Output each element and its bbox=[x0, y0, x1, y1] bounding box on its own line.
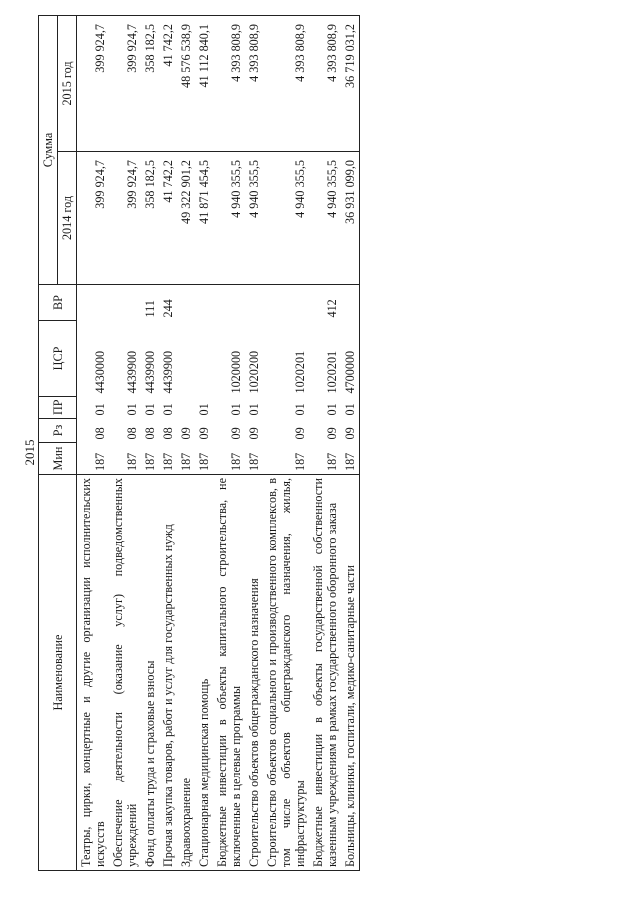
row-sum-2014: 4 940 355,5 bbox=[263, 152, 309, 285]
row-csr bbox=[195, 321, 213, 397]
row-sum-2015: 4 393 808,9 bbox=[213, 15, 245, 151]
row-min: 187 bbox=[293, 452, 307, 471]
row-min: 187 bbox=[179, 452, 193, 471]
row-csr: 1020000 bbox=[229, 350, 243, 394]
row-min: 187 bbox=[125, 452, 139, 471]
row-vr bbox=[341, 285, 360, 321]
row-min: 187 bbox=[325, 452, 339, 471]
row-csr: 4700000 bbox=[341, 321, 360, 397]
row-sum-2015: 399 924,7 bbox=[109, 15, 141, 151]
table-row bbox=[195, 15, 213, 870]
table-row bbox=[177, 15, 195, 870]
table-row bbox=[213, 15, 245, 870]
row-pr: 01 bbox=[247, 403, 261, 416]
header-name: Наименование bbox=[39, 475, 77, 871]
row-pr bbox=[177, 397, 195, 419]
row-rz: 09 bbox=[229, 427, 243, 440]
row-vr bbox=[213, 285, 245, 321]
row-min: 187 bbox=[161, 452, 175, 471]
header-csr: ЦСР bbox=[39, 321, 77, 397]
table-row bbox=[309, 15, 341, 870]
row-min: 187 bbox=[93, 452, 107, 471]
row-name: Фонд оплаты труда и страховые взносы bbox=[141, 475, 159, 871]
row-sum-2014: 399 924,7 bbox=[77, 152, 110, 285]
row-vr bbox=[109, 285, 141, 321]
table-row bbox=[109, 15, 141, 870]
row-name: Больницы, клиники, госпитали, медико-санитарные части bbox=[341, 475, 360, 871]
table-row bbox=[263, 15, 309, 870]
row-csr: 4439900 bbox=[161, 350, 175, 394]
table-row bbox=[141, 15, 159, 870]
row-vr: 244 bbox=[159, 285, 177, 321]
row-csr: 4439900 bbox=[143, 350, 157, 394]
row-sum-2014: 399 924,7 bbox=[109, 152, 141, 285]
row-sum-2014: 36 931 099,0 bbox=[341, 152, 360, 285]
row-pr: 01 bbox=[197, 403, 211, 416]
row-pr: 01 bbox=[341, 397, 360, 419]
row-rz: 08 bbox=[125, 427, 139, 440]
row-name: Прочая закупка товаров, работ и услуг для государственных нужд bbox=[159, 475, 177, 871]
row-name: Строительство объектов социального и производственного комплексов, в том числе объектов общегражданского назначения, жилья, инфраструктуры bbox=[263, 475, 309, 871]
header-pr: ПР bbox=[39, 397, 77, 419]
table-row bbox=[159, 15, 177, 870]
row-vr bbox=[177, 285, 195, 321]
row-sum-2014: 4 940 355,5 bbox=[309, 152, 341, 285]
row-sum-2014: 41 742,2 bbox=[159, 152, 177, 285]
row-rz: 09 bbox=[293, 427, 307, 440]
row-pr: 01 bbox=[229, 403, 243, 416]
row-csr: 4430000 bbox=[93, 350, 107, 394]
page-number: 2015 bbox=[22, 439, 37, 466]
row-rz: 08 bbox=[161, 427, 175, 440]
row-sum-2015: 4 393 808,9 bbox=[309, 15, 341, 151]
header-vr: ВР bbox=[39, 285, 77, 321]
row-sum-2014: 41 871 454,5 bbox=[195, 152, 213, 285]
header-min: Мин bbox=[39, 443, 77, 475]
row-pr: 01 bbox=[293, 403, 307, 416]
row-pr: 01 bbox=[93, 403, 107, 416]
row-vr bbox=[195, 285, 213, 321]
row-csr: 4439900 bbox=[125, 350, 139, 394]
row-sum-2015: 358 182,5 bbox=[141, 15, 159, 151]
budget-table bbox=[38, 15, 360, 871]
row-sum-2015: 36 719 031,2 bbox=[341, 15, 360, 151]
row-sum-2015: 4 393 808,9 bbox=[263, 15, 309, 151]
row-csr: 1020201 bbox=[293, 350, 307, 394]
row-rz: 08 bbox=[93, 427, 107, 440]
row-vr bbox=[77, 285, 110, 321]
row-csr bbox=[177, 321, 195, 397]
row-name: Бюджетные инвестиции в объекты государственной собственности казенным учреждениям в рамках государственного оборонного заказа bbox=[309, 475, 341, 871]
row-rz: 09 bbox=[341, 419, 360, 443]
row-sum-2015: 4 393 808,9 bbox=[245, 15, 263, 151]
table-row bbox=[341, 15, 360, 870]
row-name: Стационарная медицинская помощь bbox=[195, 475, 213, 871]
row-name: Строительство объектов общегражданского назначения bbox=[245, 475, 263, 871]
table-body bbox=[77, 15, 360, 870]
row-sum-2014: 49 322 901,2 bbox=[177, 152, 195, 285]
row-csr: 1020201 bbox=[325, 350, 339, 394]
header-year-2015: 2015 год bbox=[58, 15, 77, 151]
row-rz: 09 bbox=[197, 427, 211, 440]
row-min: 187 bbox=[229, 452, 243, 471]
row-name: Здравоохранение bbox=[177, 475, 195, 871]
row-rz: 08 bbox=[143, 427, 157, 440]
row-vr: 111 bbox=[141, 285, 159, 321]
table-row bbox=[77, 15, 110, 870]
row-vr: 412 bbox=[309, 285, 341, 321]
row-sum-2015: 399 924,7 bbox=[77, 15, 110, 151]
row-sum-2014: 4 940 355,5 bbox=[245, 152, 263, 285]
row-pr: 01 bbox=[143, 403, 157, 416]
row-sum-2015: 48 576 538,9 bbox=[177, 15, 195, 151]
header-year-2014: 2014 год bbox=[58, 152, 77, 285]
row-min: 187 bbox=[341, 443, 360, 475]
row-vr bbox=[263, 285, 309, 321]
table-row bbox=[245, 15, 263, 870]
row-pr: 01 bbox=[161, 403, 175, 416]
row-name: Театры, цирки, концертные и другие организации исполнительских искусств bbox=[77, 475, 110, 871]
row-min: 187 bbox=[247, 452, 261, 471]
row-sum-2015: 41 742,2 bbox=[159, 15, 177, 151]
row-min: 187 bbox=[143, 452, 157, 471]
row-sum-2015: 41 112 840,1 bbox=[195, 15, 213, 151]
row-csr: 1020200 bbox=[247, 350, 261, 394]
row-sum-2014: 4 940 355,5 bbox=[213, 152, 245, 285]
row-rz: 09 bbox=[325, 427, 339, 440]
header-rz: Рз bbox=[39, 419, 77, 443]
row-pr: 01 bbox=[125, 403, 139, 416]
row-name: Бюджетные инвестиции в объекты капитального строительства, не включенные в целевые программы bbox=[213, 475, 245, 871]
header-sum: Сумма bbox=[39, 15, 58, 284]
row-vr bbox=[245, 285, 263, 321]
row-sum-2014: 358 182,5 bbox=[141, 152, 159, 285]
row-rz: 09 bbox=[247, 427, 261, 440]
row-min: 187 bbox=[197, 452, 211, 471]
row-pr: 01 bbox=[325, 403, 339, 416]
row-rz: 09 bbox=[179, 427, 193, 440]
row-name: Обеспечение деятельности (оказание услуг) подведомственных учреждений bbox=[109, 475, 141, 871]
